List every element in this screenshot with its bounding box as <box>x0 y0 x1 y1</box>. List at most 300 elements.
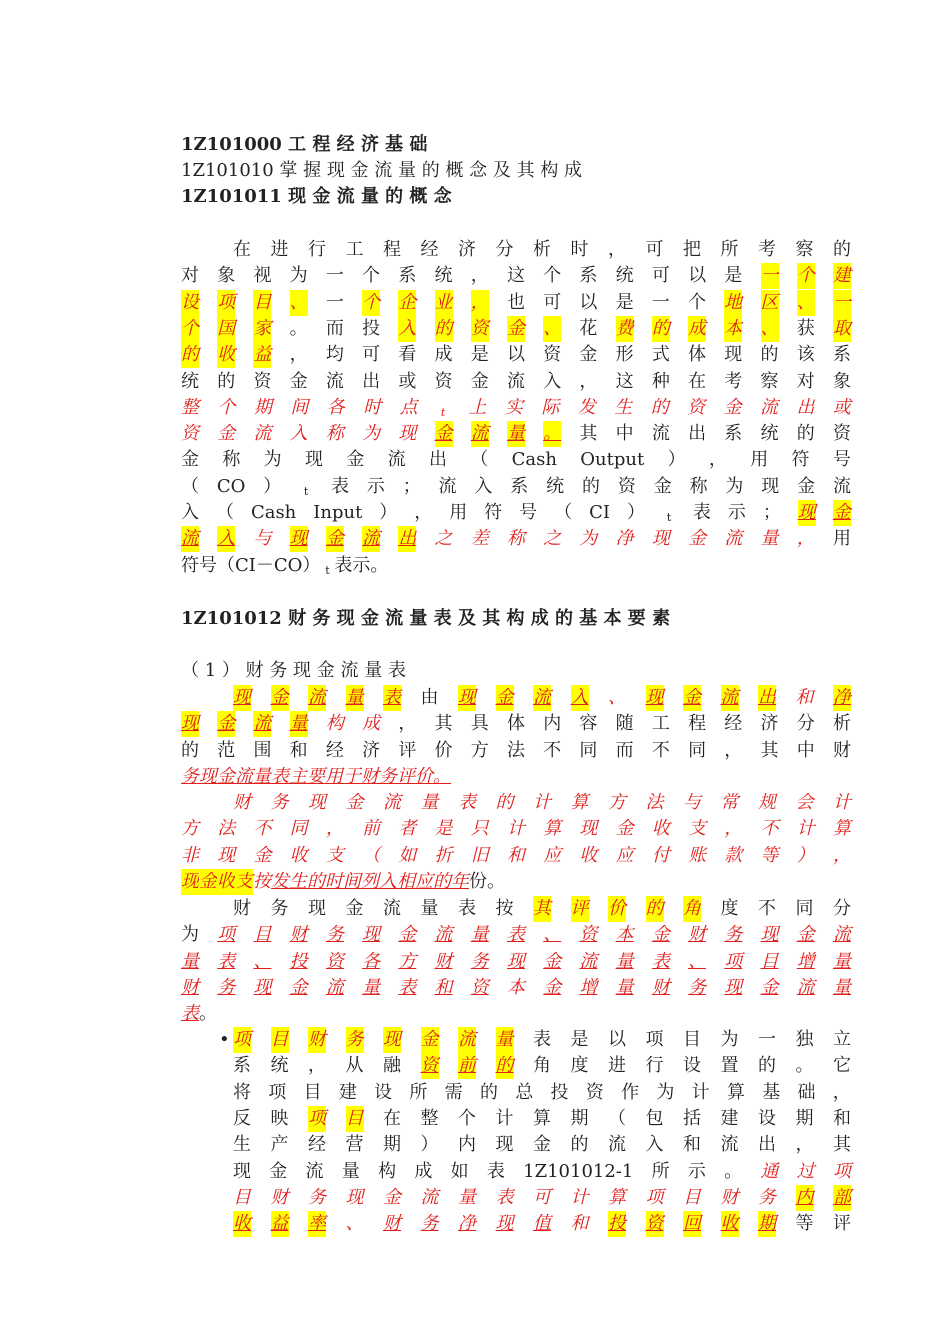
text-char: 将 <box>233 1081 251 1103</box>
text-char: Cash <box>511 449 557 471</box>
text-char: 现 <box>506 950 525 972</box>
text-char: 表 <box>458 898 476 919</box>
text-char: 金 <box>289 370 308 392</box>
text-char: 流 <box>506 370 525 392</box>
para1-line <box>181 447 851 473</box>
text-char: 现 <box>199 765 217 787</box>
text-char: 金 <box>269 1160 288 1182</box>
para2-line <box>181 738 851 764</box>
text-char: 系 <box>579 265 598 287</box>
text-char: 如 <box>450 1160 469 1182</box>
text-char: 项 <box>217 924 236 946</box>
text-char: 示 <box>727 502 746 523</box>
text-char: 计 <box>506 818 525 840</box>
text-char: 是 <box>434 818 453 840</box>
text-char: 。 <box>370 554 389 576</box>
text-char: 对 <box>181 265 199 287</box>
bullet-line <box>233 1080 851 1106</box>
text-char: 量 <box>470 924 489 946</box>
text-char: 个 <box>217 396 236 418</box>
text-char: （ <box>181 475 199 497</box>
text-char: t <box>440 405 446 419</box>
text-char: 金 <box>271 685 289 711</box>
text-char: 的 <box>181 739 199 761</box>
text-char: 现 <box>362 924 381 946</box>
text-char: 本 <box>506 976 525 998</box>
text-char: 金 <box>435 421 453 447</box>
text-char: 经 <box>420 239 439 260</box>
text-char: 表 <box>334 554 353 576</box>
para1-line <box>181 553 851 579</box>
text-char: 列 <box>361 870 379 892</box>
text-char: 要 <box>307 765 325 787</box>
text-char: 份 <box>469 870 487 892</box>
para1-line <box>181 474 851 500</box>
para1-line <box>181 526 851 552</box>
text-char: 系 <box>724 423 743 445</box>
text-char: 家 <box>253 316 271 342</box>
text-char: 务 <box>420 1213 439 1235</box>
text-char: 现 <box>760 924 779 946</box>
para2-line <box>233 685 851 711</box>
text-char: 融 <box>383 1055 401 1077</box>
text-char: 、 <box>688 950 707 972</box>
text-char: 设 <box>758 1107 776 1129</box>
text-char: 用 <box>449 502 468 523</box>
text-char: 期 <box>383 1134 401 1156</box>
bullet-line <box>233 1027 851 1053</box>
text-char: 资 <box>543 344 562 366</box>
para2-line <box>181 764 851 790</box>
text-char: 生 <box>289 870 307 892</box>
text-char: 期 <box>758 1211 776 1237</box>
text-char: 立 <box>833 1029 851 1050</box>
text-char: 流 <box>720 1134 739 1156</box>
text-char: 入 <box>289 423 308 445</box>
text-char: 现 <box>383 1027 401 1053</box>
text-char: 从 <box>345 1055 364 1077</box>
text-char: 经 <box>724 713 743 735</box>
text-char: ， <box>795 1134 814 1156</box>
text-char: 应 <box>615 844 634 866</box>
text-char: 表 <box>181 1003 199 1025</box>
text-char: 支 <box>235 869 253 895</box>
text-char: ， <box>796 528 815 550</box>
text-char: 和 <box>289 739 308 761</box>
text-char: 目 <box>271 1027 289 1053</box>
text-char: ， <box>724 739 743 761</box>
text-char: 行 <box>308 239 326 260</box>
text-char: ） <box>379 502 398 523</box>
text-char: 经 <box>308 1134 326 1156</box>
text-char: 象 <box>832 370 851 392</box>
text-char: 流 <box>832 924 851 946</box>
text-char: 个 <box>797 263 815 289</box>
text-char: 金 <box>470 370 489 392</box>
text-char: 映 <box>270 1107 289 1129</box>
text-char: 、 <box>543 316 561 342</box>
text-char: 一 <box>651 291 670 313</box>
text-char: 现 <box>345 1186 364 1208</box>
text-char: 现 <box>233 1160 251 1182</box>
text-char: 这 <box>615 370 634 392</box>
text-char: 法 <box>645 792 664 813</box>
text-char: CI <box>589 502 610 523</box>
text-char: 现 <box>181 869 199 895</box>
text-char: 资 <box>325 950 344 972</box>
text-char: 如 <box>398 844 417 866</box>
text-char: 目 <box>683 1029 701 1050</box>
text-char: 与 <box>683 792 701 813</box>
text-char: 计 <box>570 1186 589 1208</box>
text-char: 量 <box>290 711 308 737</box>
text-char: 计 <box>495 1107 514 1129</box>
text-char: 出 <box>688 423 707 445</box>
text-char: 资 <box>687 396 706 418</box>
text-char: 出 <box>796 396 815 418</box>
text-char: 为 <box>181 924 199 946</box>
text-char: 整 <box>181 396 199 418</box>
text-char: 其 <box>434 713 453 735</box>
text-char: 其 <box>533 896 551 922</box>
text-char: 对 <box>796 370 815 392</box>
text-char: 上 <box>468 396 487 418</box>
text-char: 建 <box>720 1107 739 1129</box>
text-char: 流 <box>796 976 815 998</box>
text-char: 财 <box>832 739 851 761</box>
text-char: 支 <box>325 844 344 866</box>
text-char: 流 <box>308 685 326 711</box>
text-char: ） <box>420 1134 439 1156</box>
text-char: 值 <box>533 1213 551 1235</box>
text-char: （ <box>470 449 489 471</box>
text-char: 差 <box>470 528 489 550</box>
text-char: 资 <box>421 1053 439 1079</box>
text-char: 时 <box>570 239 589 260</box>
text-char: 的 <box>433 870 451 892</box>
text-char: 表 <box>383 685 401 711</box>
text-char: 称 <box>506 528 525 550</box>
para3-line <box>181 843 851 869</box>
text-char: 内 <box>543 713 562 735</box>
text-char: 流 <box>362 526 380 552</box>
text-char: 流 <box>724 528 743 550</box>
text-char: 项 <box>217 290 235 316</box>
text-char: 量 <box>341 1160 360 1182</box>
text-char: 体 <box>688 344 707 366</box>
text-char: 流 <box>760 396 778 418</box>
text-char: 流 <box>235 765 253 787</box>
text-char: 资 <box>434 370 453 392</box>
text-char: 系 <box>398 265 417 287</box>
text-char: 以 <box>688 265 707 287</box>
text-char: 为 <box>263 449 282 471</box>
text-char: 可 <box>645 239 664 260</box>
text-char: 地 <box>724 290 742 316</box>
text-char: 一 <box>761 263 779 289</box>
text-char: 的 <box>307 870 325 892</box>
text-char: 示 <box>366 475 385 497</box>
text-char: 分 <box>833 898 851 919</box>
text-char: 资 <box>471 316 489 342</box>
text-char: （ <box>554 502 573 523</box>
text-char: 的 <box>650 396 669 418</box>
text-char: 金 <box>760 976 779 998</box>
text-char: 财 <box>270 1186 289 1208</box>
text-char: 和 <box>795 687 814 708</box>
text-char: 其 <box>579 423 598 445</box>
text-char: 现 <box>308 792 326 813</box>
text-char: 花 <box>579 317 598 339</box>
text-char: 析 <box>832 713 851 735</box>
text-char: 部 <box>833 1185 851 1211</box>
text-char: 具 <box>470 713 489 735</box>
text-char: 均 <box>325 344 344 366</box>
text-char: 现 <box>646 685 664 711</box>
text-char: － <box>255 554 274 576</box>
text-char: 间 <box>343 870 361 892</box>
text-char: 不 <box>651 739 670 761</box>
text-char: 的 <box>495 792 514 813</box>
text-char: 金 <box>217 711 235 737</box>
para4-line <box>181 975 851 1001</box>
text-char: 的 <box>646 896 664 922</box>
text-char: 流 <box>325 370 344 392</box>
heading-1z101011: 1Z101011 现 金 流 量 的 概 念 <box>181 186 452 207</box>
text-char: 它 <box>833 1055 851 1077</box>
text-char: 前 <box>458 1053 476 1079</box>
text-char: 者 <box>398 818 417 840</box>
text-char: 财 <box>181 976 199 998</box>
text-char: 不 <box>760 818 779 840</box>
text-char: 量 <box>346 685 364 711</box>
bullet-line <box>233 1211 851 1237</box>
text-char: 。 <box>199 1003 217 1025</box>
text-char: 前 <box>362 818 381 840</box>
text-char: 察 <box>760 370 779 392</box>
text-char: 期 <box>570 1107 589 1129</box>
text-char: 表 <box>330 475 349 497</box>
text-char: 。 <box>724 1160 743 1182</box>
text-char: Cash <box>250 502 297 523</box>
text-char: 表 <box>398 976 417 998</box>
text-char: ， <box>470 265 489 287</box>
text-char: 现 <box>181 711 199 737</box>
text-char: （ <box>608 1107 626 1129</box>
text-char: 资 <box>832 423 851 445</box>
text-char: 资 <box>181 423 199 445</box>
text-char: 现 <box>233 685 251 711</box>
para1-line <box>181 421 851 447</box>
text-char: 现 <box>579 818 598 840</box>
text-char: 进 <box>608 1055 626 1077</box>
text-char: 项 <box>308 1106 326 1132</box>
text-char: t <box>666 511 672 524</box>
text-char: 入 <box>474 475 493 497</box>
text-char: ） <box>796 844 815 866</box>
text-char: 的 <box>479 1081 498 1103</box>
text-char: 常 <box>720 792 739 813</box>
text-char: 金 <box>398 924 417 946</box>
text-char: ） <box>626 502 645 523</box>
text-char: 视 <box>253 265 272 287</box>
text-char: 现 <box>798 500 816 526</box>
text-char: 、 <box>543 924 562 946</box>
text-char: 流 <box>181 526 199 552</box>
text-char: 由 <box>420 687 439 708</box>
text-char: 计 <box>796 818 815 840</box>
text-char: 础 <box>797 1081 816 1103</box>
text-char: 同 <box>289 818 308 840</box>
text-char: 目 <box>346 1106 364 1132</box>
text-char: 量 <box>181 950 199 972</box>
text-char: ； <box>762 502 781 523</box>
text-char: 的 <box>833 239 851 260</box>
text-char: 也 <box>506 291 525 313</box>
text-char: 。 <box>795 1055 814 1077</box>
text-char: 为 <box>656 1081 675 1103</box>
para1-line <box>181 500 851 526</box>
text-char: Input <box>313 502 363 523</box>
text-char: 其 <box>760 739 779 761</box>
para1-line <box>181 342 851 368</box>
text-char: 为 <box>289 265 308 287</box>
text-char: 所 <box>720 239 739 260</box>
text-char: 现 <box>495 1134 514 1156</box>
text-char: 方 <box>181 818 199 840</box>
heading-1z101000: 1Z101000 工 程 经 济 基 础 <box>181 134 428 155</box>
text-char: 在 <box>688 370 707 392</box>
text-char: 财 <box>651 976 670 998</box>
para4-line <box>181 1001 851 1027</box>
para1-line <box>233 237 851 263</box>
text-char: （ <box>217 554 235 576</box>
text-char: 入 <box>181 502 199 523</box>
text-char: 务 <box>379 765 397 787</box>
text-char: 金 <box>683 685 701 711</box>
text-char: 财 <box>688 924 707 946</box>
text-char: 统 <box>546 475 565 497</box>
text-char: 进 <box>270 239 289 260</box>
text-char: 流 <box>579 950 598 972</box>
text-char: 可 <box>362 344 381 366</box>
text-char: 同 <box>579 739 598 761</box>
text-char: 投 <box>289 950 308 972</box>
text-char: 程 <box>383 239 401 260</box>
text-char: 规 <box>758 792 776 813</box>
text-char: 过 <box>796 1160 815 1182</box>
text-char: 金 <box>543 976 562 998</box>
text-char: 务 <box>470 950 489 972</box>
text-char: 可 <box>543 291 562 313</box>
bullet-mark: • <box>219 1029 230 1050</box>
text-char: 与 <box>253 528 272 550</box>
text-char: 在 <box>383 1107 401 1129</box>
text-char: 收 <box>651 818 670 840</box>
text-char: 量 <box>253 765 271 787</box>
text-char: 流 <box>434 924 453 946</box>
text-char: 可 <box>651 265 670 287</box>
text-char: 一 <box>833 290 851 316</box>
text-char: 务 <box>688 976 707 998</box>
text-char: 金 <box>199 869 217 895</box>
text-char: 是 <box>570 1029 589 1050</box>
text-char: 的 <box>570 1134 589 1156</box>
text-char: 回 <box>683 1211 701 1237</box>
text-char: 金 <box>507 316 525 342</box>
text-char: 作 <box>621 1081 640 1103</box>
text-char: ， <box>398 713 417 735</box>
text-char: 分 <box>495 239 514 260</box>
text-char: 间 <box>290 396 309 418</box>
text-char: 入 <box>543 370 562 392</box>
text-char: 符 <box>484 502 503 523</box>
text-char: 个 <box>362 265 381 287</box>
text-char: 计 <box>833 792 851 813</box>
text-char: 账 <box>688 844 707 866</box>
text-char: 个 <box>688 291 707 313</box>
text-char: 财 <box>361 765 379 787</box>
text-char: 法 <box>217 818 236 840</box>
text-char: 以 <box>608 1029 626 1050</box>
text-char: 。 <box>543 421 561 447</box>
text-char: 号 <box>519 502 538 523</box>
text-char: 现 <box>290 526 308 552</box>
text-char: 流 <box>383 792 401 813</box>
text-char: 的 <box>181 342 199 368</box>
text-char: 内 <box>458 1134 476 1156</box>
text-char: 各 <box>362 950 381 972</box>
text-char: 可 <box>533 1186 551 1208</box>
para4-line <box>181 949 851 975</box>
text-char: 于 <box>343 765 361 787</box>
text-char: 目 <box>303 1081 322 1103</box>
text-char: 反 <box>233 1107 251 1129</box>
text-char: 资 <box>470 976 489 998</box>
text-char: 不 <box>543 739 562 761</box>
para3-line <box>181 816 851 842</box>
text-char: 和 <box>833 1107 851 1129</box>
text-char: 价 <box>434 739 453 761</box>
text-char: 评 <box>833 1213 851 1235</box>
text-char: 项 <box>724 950 743 972</box>
text-char: 企 <box>398 290 416 316</box>
text-char: 国 <box>217 316 235 342</box>
text-char: 为 <box>579 528 598 550</box>
para3-line <box>233 790 851 816</box>
text-char: 统 <box>270 1055 289 1077</box>
text-char: 号 <box>832 449 851 471</box>
text-char: 项 <box>832 1160 851 1182</box>
text-char: 的 <box>652 316 670 342</box>
text-char: 营 <box>345 1134 364 1156</box>
text-char: 看 <box>398 344 417 366</box>
text-char: 项 <box>233 1027 251 1053</box>
text-char: 系 <box>832 344 851 366</box>
text-char: Output <box>580 449 645 471</box>
text-char: 不 <box>758 898 776 919</box>
text-char: 本 <box>724 316 742 342</box>
text-char: 的 <box>581 475 600 497</box>
text-char: t <box>303 484 309 498</box>
text-char: 式 <box>651 344 670 366</box>
text-char: 财 <box>720 1186 739 1208</box>
text-char: 投 <box>608 1211 626 1237</box>
text-char: 金 <box>421 1027 439 1053</box>
text-char: 评 <box>397 765 415 787</box>
text-char: 的 <box>496 1053 514 1079</box>
text-char: 各 <box>326 396 345 418</box>
